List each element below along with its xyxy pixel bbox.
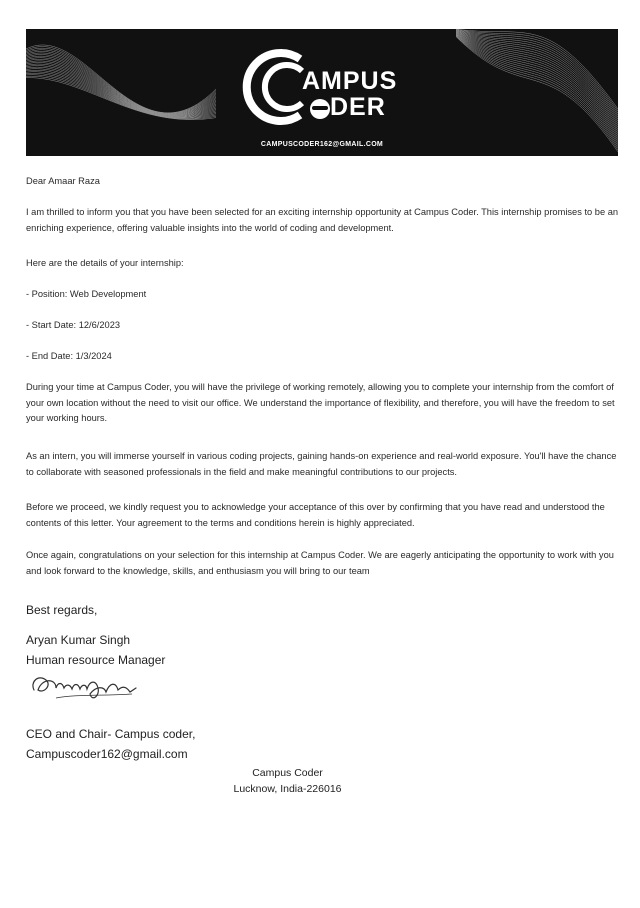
intro-paragraph: I am thrilled to inform you that you have been selected for an exciting internship opportunity at Campus Coder. This internship promises to be an enriching experience, offering valuable insights into the world of coding and development. [26, 207, 619, 233]
projects-paragraph: As an intern, you will immerse yourself in various coding projects, gaining hands-on experience and real-world exposure. You'll have the chance to collaborate with seasoned professionals in the field and make meaningful contributions to our projects. [26, 451, 617, 477]
footer-address: Lucknow, India-226016 [233, 783, 342, 795]
salutation: Dear Amaar Raza [26, 176, 100, 186]
signer-name: Aryan Kumar Singh [26, 633, 131, 647]
detail-position: - Position: Web Development [26, 289, 147, 299]
detail-start-date: - Start Date: 12/6/2023 [26, 320, 121, 330]
logo-text-line2: DER [330, 93, 386, 121]
letterhead-banner [26, 29, 618, 156]
congrats-paragraph: Once again, congratulations on your selection for this internship at Campus Coder. We are eagerly anticipating the opportunity to work with you and look forward to the knowledge, skills, and enthusiasm you will bring to our team [26, 550, 614, 576]
detail-end-date: - End Date: 1/3/2024 [26, 351, 112, 361]
ceo-line: CEO and Chair- Campus coder, [26, 727, 196, 741]
acknowledge-paragraph: Before we proceed, we kindly request you to acknowledge your acceptance of this over by confirming that you have read and understood the contents of this letter. Your agreement to the terms and conditions herein is highly appreciated. [26, 502, 605, 528]
contact-email: Campuscoder162@gmail.com [26, 747, 188, 761]
closing: Best regards, [26, 603, 98, 617]
logo-text-line1: AMPUS [302, 67, 398, 95]
signature-image [26, 668, 146, 708]
footer-company: Campus Coder [252, 767, 323, 779]
details-heading: Here are the details of your internship: [26, 258, 184, 268]
remote-paragraph: During your time at Campus Coder, you will have the privilege of working remotely, allowing you to complete your internship from the comfort of your own location without the need to visit our office. We understand the importance of flexibility, and therefore, you will have the freedom to set your working hours. [26, 382, 615, 423]
header-email: CAMPUSCODER162@GMAIL.COM [260, 141, 384, 148]
signer-title: Human resource Manager [26, 653, 166, 667]
